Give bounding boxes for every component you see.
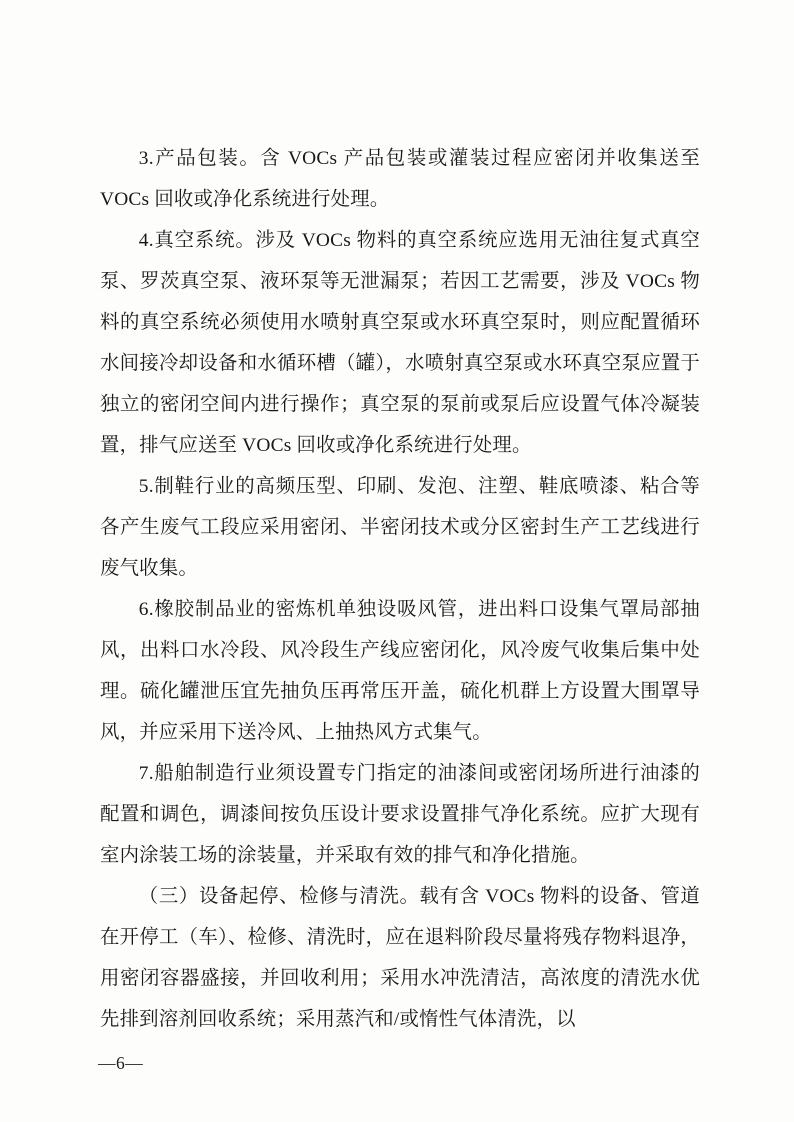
paragraph-shipbuilding: 7.船舶制造行业须设置专门指定的油漆间或密闭场所进行油漆的配置和调色，调漆间按负压设计要求设置排气净化系统。应扩大现有室内涂装工场的涂装量，并采取有效的排气和净化措施。 bbox=[100, 763, 700, 866]
paragraph-shoemaking-industry: 5.制鞋行业的高频压型、印刷、发泡、注塑、鞋底喷漆、粘合等各产生废气工段应采用密闭、半密闭技术或分区密封生产工艺线进行废气收集。 bbox=[100, 476, 700, 579]
page-number: —6— bbox=[98, 1053, 144, 1073]
paragraph-rubber-products: 6.橡胶制品业的密炼机单独设吸风管，进出料口设集气罩局部抽风，出料口水冷段、风冷段生产线应密闭化，风冷废气收集后集中处理。硫化罐泄压宜先抽负压再常压开盖，硫化机群上方设置大围罩导风，并应采用下送冷风、上抽热风方式集气。 bbox=[100, 599, 700, 743]
paragraph-product-packaging: 3.产品包装。含 VOCs 产品包装或灌装过程应密闭并收集送至VOCs 回收或净化系统进行处理。 bbox=[100, 148, 700, 210]
document-body bbox=[100, 138, 700, 1040]
paragraph-equipment-startup-maintenance-cleaning: （三）设备起停、检修与清洗。载有含 VOCs 物料的设备、管道在开停工（车）、检修、清洗时，应在退料阶段尽量将残存物料退净，用密闭容器盛接，并回收利用；采用水冲洗清洁，高浓度的清洗水优先排到溶剂回收系统；采用蒸汽和/或惰性气体清洗，以 bbox=[100, 886, 700, 1030]
paragraph-vacuum-system: 4.真空系统。涉及 VOCs 物料的真空系统应选用无油往复式真空泵、罗茨真空泵、液环泵等无泄漏泵；若因工艺需要，涉及 VOCs 物料的真空系统必须使用水喷射真空泵或水环真空泵时，则应配置循环水间接冷却设备和水循环槽（罐），水喷射真空泵或水环真空泵应置于独立的密闭空间内进行操作；真空泵的泵前或泵后应设置气体冷凝装置，排气应送至 VOCs 回收或净化系统进行处理。 bbox=[100, 230, 700, 456]
